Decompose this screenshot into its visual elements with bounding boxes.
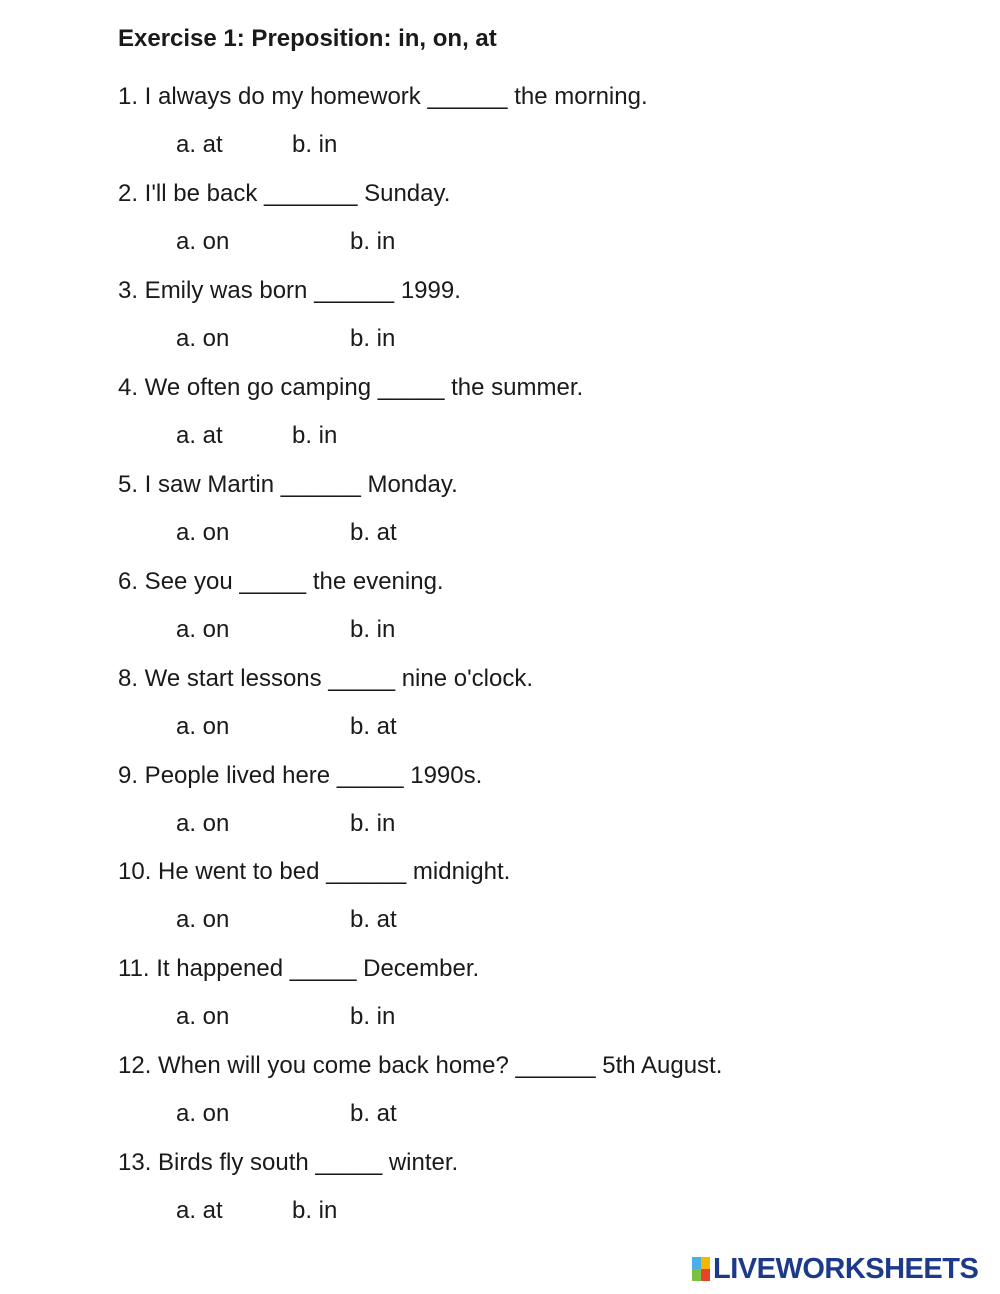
question-2-option-b[interactable]: b. in — [350, 228, 396, 255]
question-2-option-a[interactable]: a. on — [176, 228, 230, 255]
question-8-option-b[interactable]: b. at — [350, 713, 397, 740]
question-3-option-b[interactable]: b. in — [350, 325, 396, 352]
question-9-option-a[interactable]: a. on — [176, 810, 230, 837]
question-4-option-b[interactable]: b. in — [292, 422, 338, 449]
logo-text: LIVEWORKSHEETS — [713, 1253, 979, 1285]
question-9-option-b[interactable]: b. in — [350, 810, 396, 837]
question-10-option-b[interactable]: b. at — [350, 906, 397, 933]
liveworksheets-logo[interactable] — [692, 1254, 978, 1284]
question-13-text: 13. Birds fly south _____ winter. — [118, 1149, 459, 1176]
question-10-option-a[interactable]: a. on — [176, 906, 230, 933]
question-5-text: 5. I saw Martin ______ Monday. — [118, 471, 458, 498]
question-5-option-b[interactable]: b. at — [350, 519, 397, 546]
question-8-option-a[interactable]: a. on — [176, 713, 230, 740]
question-12-option-b[interactable]: b. at — [350, 1100, 397, 1127]
question-12-text: 12. When will you come back home? ______ 5th August. — [118, 1052, 723, 1079]
question-5-option-a[interactable]: a. on — [176, 519, 230, 546]
question-2-text: 2. I'll be back _______ Sunday. — [118, 180, 451, 207]
page-title: Exercise 1: Preposition: in, on, at — [118, 25, 497, 52]
question-10-text: 10. He went to bed ______ midnight. — [118, 858, 511, 885]
question-6-option-b[interactable]: b. in — [350, 616, 396, 643]
question-6-text: 6. See you _____ the evening. — [118, 568, 444, 595]
question-1-text: 1. I always do my homework ______ the morning. — [118, 83, 648, 110]
question-6-option-a[interactable]: a. on — [176, 616, 230, 643]
question-3-option-a[interactable]: a. on — [176, 325, 230, 352]
question-4-text: 4. We often go camping _____ the summer. — [118, 374, 584, 401]
question-3-text: 3. Emily was born ______ 1999. — [118, 277, 461, 304]
question-11-option-b[interactable]: b. in — [350, 1003, 396, 1030]
question-13-option-a[interactable]: a. at — [176, 1197, 223, 1224]
question-12-option-a[interactable]: a. on — [176, 1100, 230, 1127]
question-11-text: 11. It happened _____ December. — [118, 955, 480, 982]
liveworksheets-logo-icon — [692, 1257, 710, 1281]
question-11-option-a[interactable]: a. on — [176, 1003, 230, 1030]
question-1-option-a[interactable]: a. at — [176, 131, 223, 158]
question-4-option-a[interactable]: a. at — [176, 422, 223, 449]
question-8-text: 8. We start lessons _____ nine o'clock. — [118, 665, 534, 692]
question-1-option-b[interactable]: b. in — [292, 131, 338, 158]
question-9-text: 9. People lived here _____ 1990s. — [118, 762, 483, 789]
question-13-option-b[interactable]: b. in — [292, 1197, 338, 1224]
